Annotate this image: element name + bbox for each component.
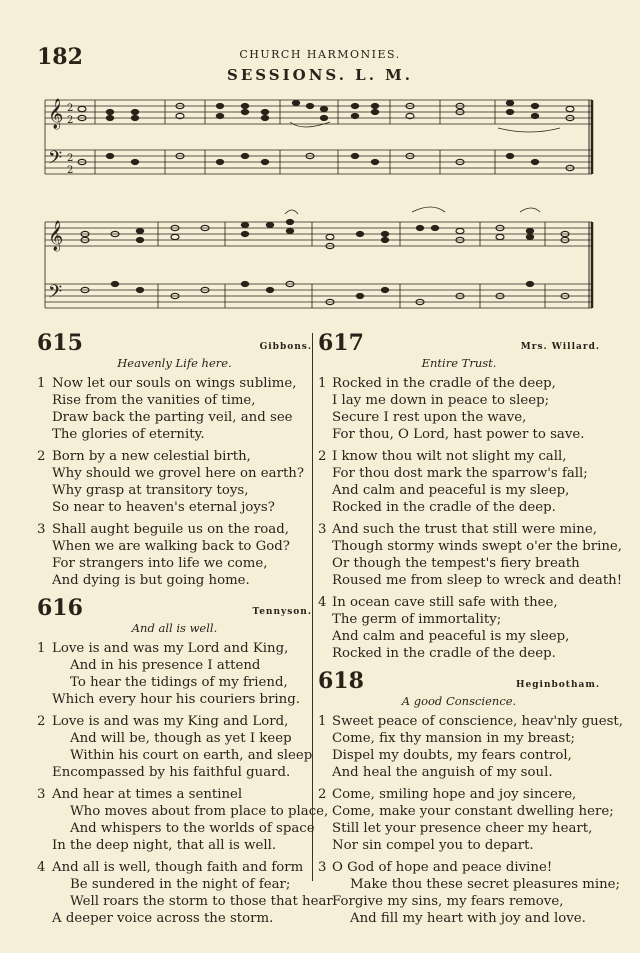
verse-text: And all is well, though faith and form xyxy=(52,860,304,875)
verse-line: Well roars the storm to those that hear xyxy=(70,894,333,909)
verse-line xyxy=(318,521,600,538)
verse-line: Who moves about from place to place, xyxy=(70,804,329,819)
music-score xyxy=(40,92,600,320)
verse-line: And in his presence I attend xyxy=(70,658,261,673)
verse-text: O God of hope and peace divine! xyxy=(332,860,553,875)
verse-line xyxy=(318,713,623,730)
stanza-number: 4 xyxy=(318,595,327,610)
verse-text: Come, smiling hope and joy sincere, xyxy=(332,787,577,802)
tune-title: SESSIONS. L. M. xyxy=(227,66,413,84)
svg-text:𝄢: 𝄢 xyxy=(48,282,63,307)
verse-line xyxy=(37,713,312,730)
verse-text: Born by a new celestial birth, xyxy=(52,449,251,464)
stanza xyxy=(37,859,333,927)
verse-line: Come, make your constant dwelling here; xyxy=(332,804,614,819)
verse-line: To hear the tidings of my friend, xyxy=(70,675,288,690)
verse-line: Make thou these secret pleasures mine; xyxy=(350,877,621,892)
hymn-615 xyxy=(37,330,312,589)
verse-text: And hear at times a sentinel xyxy=(52,787,243,802)
verse-line: And heal the anguish of my soul. xyxy=(332,765,553,780)
verse-line: And calm and peaceful is my sleep, xyxy=(332,629,570,644)
verse-line: Rise from the vanities of time, xyxy=(52,393,256,408)
left-column xyxy=(37,330,333,933)
verse-line: The germ of immortality; xyxy=(332,612,502,627)
hymn-composer: Mrs. Willard. xyxy=(520,342,600,352)
stanza-number: 4 xyxy=(37,860,46,875)
verse-line: And whispers to the worlds of space xyxy=(70,821,315,836)
stanza xyxy=(318,594,600,662)
verse-line: So near to heaven's eternal joys? xyxy=(52,500,275,515)
verse-line: Secure I rest upon the wave, xyxy=(332,410,527,425)
verse-text: Now let our souls on wings sublime, xyxy=(52,376,297,391)
column-divider xyxy=(312,333,313,881)
stanza xyxy=(37,713,312,781)
svg-text:2: 2 xyxy=(67,115,74,126)
verse-line: Why grasp at transitory toys, xyxy=(52,483,249,498)
stanza xyxy=(37,375,312,443)
verse-line: Rocked in the cradle of the deep. xyxy=(332,500,556,515)
verse-text: Rocked in the cradle of the deep, xyxy=(332,376,556,391)
hymn-618 xyxy=(318,668,623,927)
svg-text:𝄞: 𝄞 xyxy=(48,99,64,129)
svg-text:𝄢: 𝄢 xyxy=(48,148,63,173)
verse-text: In ocean cave still safe with thee, xyxy=(332,595,558,610)
hymn-number: 615 xyxy=(37,330,83,356)
verse-line: I lay me down in peace to sleep; xyxy=(332,393,550,408)
verse-line: The glories of eternity. xyxy=(52,427,205,442)
notes-1 xyxy=(78,101,574,171)
verse-line xyxy=(318,859,600,876)
stanza xyxy=(37,521,312,589)
hymn-composer: Gibbons. xyxy=(259,342,312,352)
stanza-number: 3 xyxy=(37,787,46,802)
verse-text: Love is and was my King and Lord, xyxy=(52,714,289,729)
svg-text:2: 2 xyxy=(67,153,74,164)
svg-text:2: 2 xyxy=(67,165,74,176)
verse-text: Love is and was my Lord and King, xyxy=(52,641,289,656)
hymn-subtitle: And all is well. xyxy=(131,621,218,635)
verse-line: When we are walking back to God? xyxy=(52,539,290,554)
hymn-616 xyxy=(37,595,333,927)
verse-line xyxy=(318,594,600,611)
stanza-number: 1 xyxy=(37,641,46,656)
verse-line: And will be, though as yet I keep xyxy=(70,731,292,746)
verse-text: Sweet peace of conscience, heav'nly guest, xyxy=(332,714,623,729)
verse-line xyxy=(37,521,312,538)
stanza-number: 1 xyxy=(318,376,327,391)
stanza xyxy=(37,786,329,854)
verse-line: Though stormy winds swept o'er the brine, xyxy=(332,539,622,554)
hymn-composer: Heginbotham. xyxy=(516,680,600,690)
verse-line: Which every hour his couriers bring. xyxy=(52,692,300,707)
verse-line: Be sundered in the night of fear; xyxy=(70,877,291,892)
verse-line xyxy=(37,786,312,803)
stanza xyxy=(318,448,600,516)
verse-line xyxy=(37,640,312,657)
verse-line xyxy=(37,375,312,392)
verse-line: And dying is but going home. xyxy=(52,573,250,588)
stanza-number: 3 xyxy=(37,522,46,537)
stanza xyxy=(37,448,312,516)
verse-line: Draw back the parting veil, and see xyxy=(52,410,293,425)
verse-line: Forgive my sins, my fears remove, xyxy=(332,894,564,909)
verse-line: Or though the tempest's fiery breath xyxy=(332,556,580,571)
verse-line: And fill my heart with joy and love. xyxy=(350,911,586,926)
notes-2 xyxy=(81,220,569,305)
svg-text:2: 2 xyxy=(67,103,74,114)
verse-line: Encompassed by his faithful guard. xyxy=(52,765,291,780)
verse-line: And calm and peaceful is my sleep, xyxy=(332,483,570,498)
verse-line: Rocked in the cradle of the deep. xyxy=(332,646,556,661)
clefs-2 xyxy=(48,220,63,307)
verse-line: Dispel my doubts, my fears control, xyxy=(332,748,572,763)
clefs-1 xyxy=(48,98,73,176)
verse-text: I know thou wilt not slight my call, xyxy=(332,449,567,464)
verse-line: Why should we grovel here on earth? xyxy=(52,466,304,481)
hymn-subtitle: Heavenly Life here. xyxy=(117,356,232,370)
verse-line: For thou, O Lord, hast power to save. xyxy=(332,427,585,442)
stanza xyxy=(318,859,621,927)
stanza xyxy=(318,786,614,854)
stanza-number: 2 xyxy=(318,449,327,464)
running-head: CHURCH HARMONIES. xyxy=(239,48,401,61)
verse-line: A deeper voice across the storm. xyxy=(52,911,274,926)
verse-line: In the deep night, that all is well. xyxy=(52,838,277,853)
verse-line: For thou dost mark the sparrow's fall; xyxy=(332,466,588,481)
verse-line: Within his court on earth, and sleep xyxy=(70,748,313,763)
verse-line xyxy=(37,859,312,876)
page-number: 182 xyxy=(37,44,83,70)
stanza-number: 3 xyxy=(318,860,327,875)
stanza-number: 2 xyxy=(37,449,46,464)
verse-line: For strangers into life we come, xyxy=(52,556,268,571)
treble-staff-2 xyxy=(45,222,592,246)
hymn-subtitle: Entire Trust. xyxy=(421,356,497,370)
hymn-number: 617 xyxy=(318,330,364,356)
hymn-subtitle: A good Conscience. xyxy=(401,694,517,708)
verse-line xyxy=(318,448,600,465)
verse-line xyxy=(318,375,600,392)
svg-text:𝄞: 𝄞 xyxy=(48,221,64,251)
stanza xyxy=(37,640,312,708)
stanza xyxy=(318,713,623,781)
stanza-number: 1 xyxy=(318,714,327,729)
hymn-composer: Tennyson. xyxy=(252,607,312,617)
verse-line: Come, fix thy mansion in my breast; xyxy=(332,731,576,746)
bass-staff-2 xyxy=(45,284,592,308)
verse-line: Roused me from sleep to wreck and death! xyxy=(332,573,623,588)
stanza xyxy=(318,375,600,443)
hymn-number: 616 xyxy=(37,595,83,621)
hymn-617 xyxy=(318,330,623,662)
stanza xyxy=(318,521,623,589)
verse-line: Nor sin compel you to depart. xyxy=(332,838,534,853)
staff-system-2 xyxy=(45,207,592,308)
verse-line xyxy=(37,448,312,465)
stanza-number: 2 xyxy=(318,787,327,802)
stanza-number: 3 xyxy=(318,522,327,537)
verse-text: And such the trust that still were mine, xyxy=(332,522,597,537)
verse-line: Still let your presence cheer my heart, xyxy=(332,821,593,836)
verse-text: Shall aught beguile us on the road, xyxy=(52,522,289,537)
stanza-number: 2 xyxy=(37,714,46,729)
right-column xyxy=(318,330,623,933)
verse-line xyxy=(318,786,600,803)
hymn-number: 618 xyxy=(318,668,364,694)
stanza-number: 1 xyxy=(37,376,46,391)
